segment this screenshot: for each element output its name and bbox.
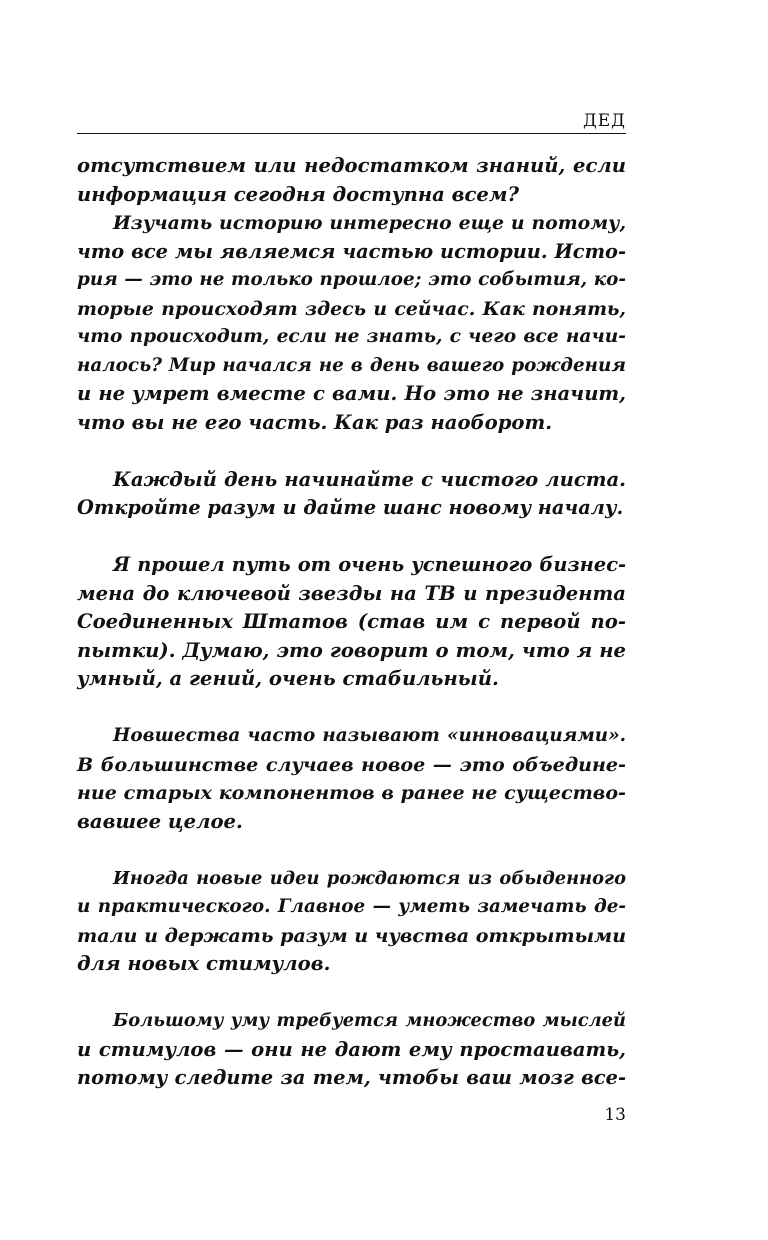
text-line: отсутствием или недостатком знаний, если — [77, 154, 626, 177]
text-line: Большому уму требуется множество мыслей — [113, 1010, 626, 1031]
text-line: Иногда новые идеи рождаются из обыденного — [113, 867, 626, 889]
text-line: тали и держать разум и чувства открытыми — [77, 923, 627, 947]
header-rule — [77, 133, 626, 134]
text-line: мена до ключевой звезды на ТВ и президента — [77, 581, 626, 605]
text-line: что происходит, если не знать, с чего все начи- — [77, 326, 626, 347]
text-line: пытки). Думаю, это говорит о том, что я не — [77, 638, 626, 662]
page-number: 13 — [604, 1105, 626, 1125]
text-line: умный, а гений, очень стабильный. — [77, 667, 499, 690]
text-line: и не умрет вместе с вами. Но это не значит, — [77, 382, 626, 405]
text-line: Изучать историю интересно еще и потому, — [113, 212, 626, 234]
text-line: потому следите за тем, чтобы ваш мозг все- — [77, 1066, 626, 1089]
text-line: В большинстве случаев новое — это объедине- — [77, 752, 626, 776]
text-line: что вы не его часть. Как раз наоборот. — [77, 410, 553, 434]
paragraph-new-ideas — [77, 865, 626, 979]
text-line: Новшества часто называют «инновациями». — [113, 725, 626, 746]
paragraph-clean-slate — [77, 466, 626, 523]
text-line: Я прошел путь от очень успешного бизнес- — [113, 553, 626, 576]
text-line: информация сегодня доступна всем? — [77, 182, 519, 206]
paragraph-path — [77, 551, 626, 694]
text-line: Откройте разум и дайте шанс новому началу. — [77, 496, 624, 519]
text-line: вавшее целое. — [77, 809, 243, 833]
text-line: торые происходят здесь и сейчас. Как понять, — [77, 297, 626, 320]
paragraph-big-mind — [77, 1007, 626, 1093]
text-line: и практического. Главное — уметь замечать де- — [77, 896, 626, 917]
body-text — [77, 152, 626, 1093]
paragraph-continuation — [77, 152, 626, 209]
text-line: Соединенных Штатов (став им с первой по- — [77, 610, 626, 633]
paragraph-history — [77, 209, 626, 437]
text-line: ние старых компонентов в ранее не существо- — [77, 781, 626, 804]
text-line: что все мы являемся частью истории. Исто- — [77, 239, 626, 263]
text-line: и стимулов — они не дают ему простаивать, — [77, 1037, 626, 1061]
text-line: налось? Мир начался не в день вашего рождения — [77, 354, 626, 376]
paragraph-innovations — [77, 722, 626, 836]
text-line: Каждый день начинайте с чистого листа. — [113, 467, 626, 491]
text-line: для новых стимулов. — [77, 952, 331, 975]
running-head-title: ДЕД — [582, 111, 626, 131]
text-line: рия — это не только прошлое; это события, ко- — [77, 269, 626, 290]
